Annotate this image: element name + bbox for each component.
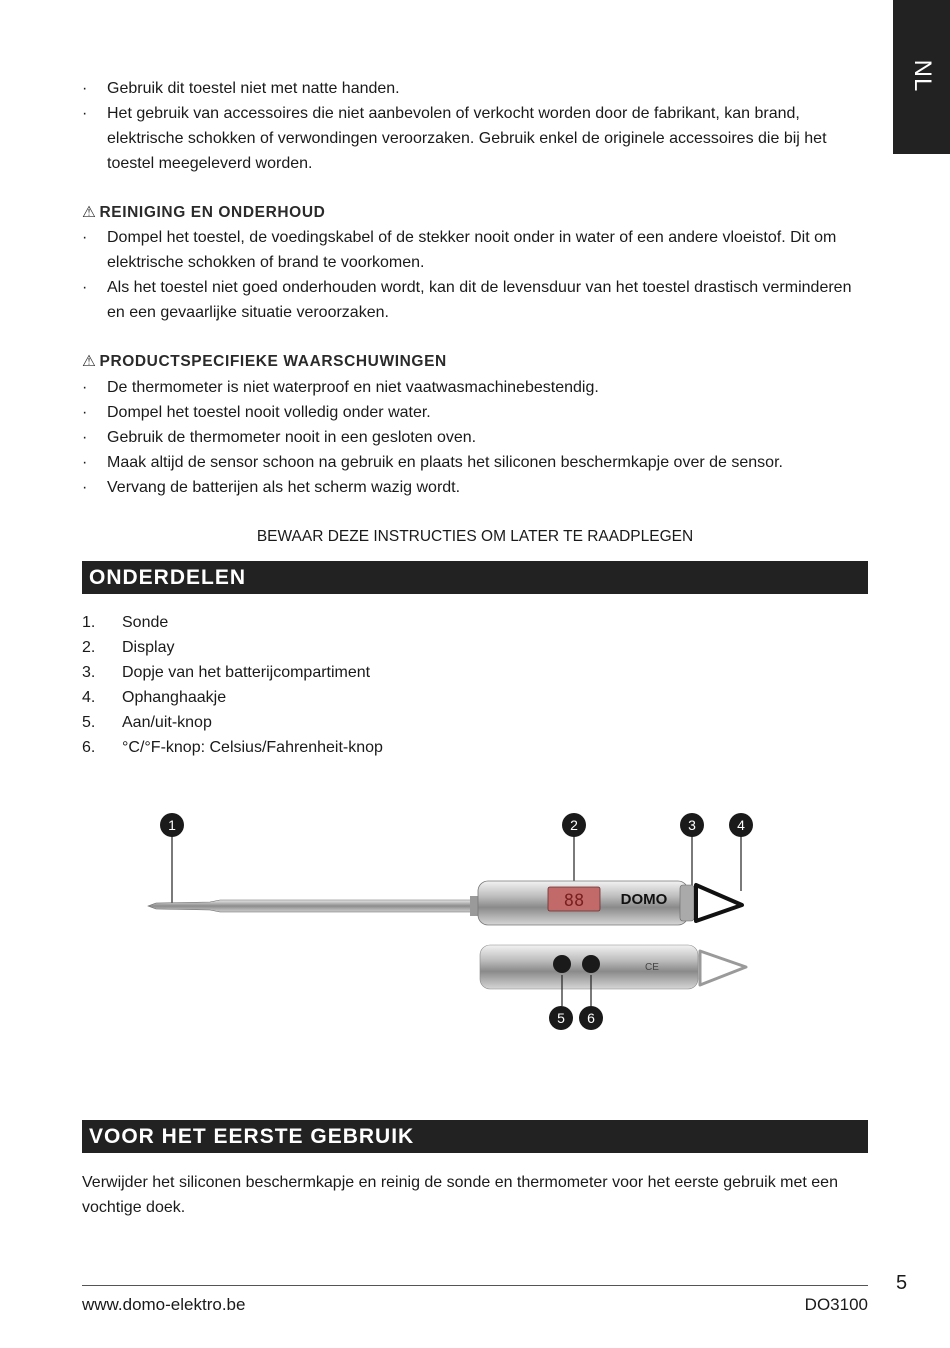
unit-button — [582, 955, 600, 973]
warning-icon: ⚠ — [82, 353, 97, 370]
list-item: · De thermometer is niet waterproof en niet vaatwasmachinebestendig. — [82, 375, 872, 400]
page-number: 5 — [896, 1272, 908, 1294]
part-number: 1. — [82, 614, 96, 631]
svg-text:5: 5 — [557, 1010, 565, 1026]
first-use-paragraph: Verwijder het siliconen beschermkapje en reinig de sonde en thermometer voor het eerste gebruik met een vochtige doek. — [82, 1174, 838, 1216]
list-item: · Dompel het toestel, de voedingskabel of de stekker nooit onder in water of een andere vloeistof. Dit om elektrische schokken of brand te voorkomen. — [82, 225, 872, 275]
footer-model: DO3100 — [804, 1295, 868, 1314]
parts-section-title: ONDERDELEN — [89, 566, 247, 589]
callout-5 — [549, 1006, 573, 1030]
first-use-section-bar — [82, 1120, 868, 1153]
cleaning-heading — [82, 200, 325, 225]
power-button — [553, 955, 571, 973]
list-item: · Het gebruik van accessoires die niet aanbevolen of verkocht worden door de fabrikant, kan brand, elektrische schokken of verwondingen veroorzaken. Gebruik enkel de originele accessoires die bij het toestel meegeleverd worden. — [82, 101, 872, 176]
part-label: Aan/uit-knop — [122, 714, 212, 731]
list-item — [82, 635, 383, 660]
part-number: 5. — [82, 714, 96, 731]
part-label: Dopje van het batterijcompartiment — [122, 664, 371, 681]
svg-text:2: 2 — [570, 817, 578, 833]
safety-list — [82, 76, 872, 176]
list-item: · Maak altijd de sensor schoon na gebruik en plaats het siliconen beschermkapje over de sensor. — [82, 450, 872, 475]
thermometer-diagram — [140, 805, 780, 1045]
probe — [148, 896, 480, 916]
svg-text:1: 1 — [168, 817, 176, 833]
display-digits: 88 — [563, 891, 585, 911]
list-item — [82, 735, 383, 760]
language-tab — [893, 0, 950, 154]
list-item — [82, 710, 383, 735]
list-item: · Als het toestel niet goed onderhouden wordt, kan dit de levensduur van het toestel drastisch verminderen en een gevaarlijke situatie veroorzaken. — [82, 275, 872, 325]
part-label: Ophanghaakje — [122, 689, 227, 706]
svg-text:6: 6 — [587, 1010, 595, 1026]
ce-mark: CE — [645, 962, 659, 973]
callout-4 — [729, 813, 753, 837]
display-screen — [548, 887, 600, 911]
list-item — [82, 660, 383, 685]
list-item: · Dompel het toestel nooit volledig onder water. — [82, 400, 872, 425]
footer-divider — [82, 1285, 868, 1286]
list-item: · Gebruik dit toestel niet met natte handen. — [82, 76, 872, 101]
product-warnings-list — [82, 375, 872, 500]
callout-6 — [579, 1006, 603, 1030]
parts-list — [82, 610, 383, 760]
parts-section-bar — [82, 561, 868, 594]
part-label: Sonde — [122, 614, 169, 631]
keep-instructions-note: BEWAAR DEZE INSTRUCTIES OM LATER TE RAADPLEGEN — [256, 528, 694, 545]
part-label: °C/°F-knop: Celsius/Fahrenheit-knop — [122, 739, 383, 756]
part-number: 2. — [82, 639, 96, 656]
list-item — [82, 610, 383, 635]
callout-3 — [680, 813, 704, 837]
hanging-hook — [696, 885, 742, 921]
cleaning-list — [82, 225, 872, 325]
part-label: Display — [122, 639, 175, 656]
list-item: · Vervang de batterijen als het scherm wazig wordt. — [82, 475, 872, 500]
cleaning-heading-text: REINIGING EN ONDERHOUD — [99, 204, 326, 221]
product-warnings-heading-text: PRODUCTSPECIFIEKE WAARSCHUWINGEN — [99, 353, 447, 370]
product-warnings-heading — [82, 349, 447, 374]
footer-website: www.domo-elektro.be — [82, 1295, 246, 1314]
first-use-section-title: VOOR HET EERSTE GEBRUIK — [89, 1125, 415, 1148]
svg-text:3: 3 — [688, 817, 696, 833]
list-item — [82, 685, 383, 710]
language-code: NL — [908, 59, 936, 93]
part-number: 4. — [82, 689, 96, 706]
warning-icon: ⚠ — [82, 204, 97, 221]
part-number: 6. — [82, 739, 96, 756]
callout-1 — [160, 813, 184, 837]
brand-logo: DOMO — [620, 891, 668, 908]
hanging-hook-rear — [700, 951, 746, 985]
svg-text:4: 4 — [737, 817, 745, 833]
callout-2 — [562, 813, 586, 837]
part-number: 3. — [82, 664, 96, 681]
thermometer-body-rear — [480, 945, 746, 989]
list-item: · Gebruik de thermometer nooit in een gesloten oven. — [82, 425, 872, 450]
